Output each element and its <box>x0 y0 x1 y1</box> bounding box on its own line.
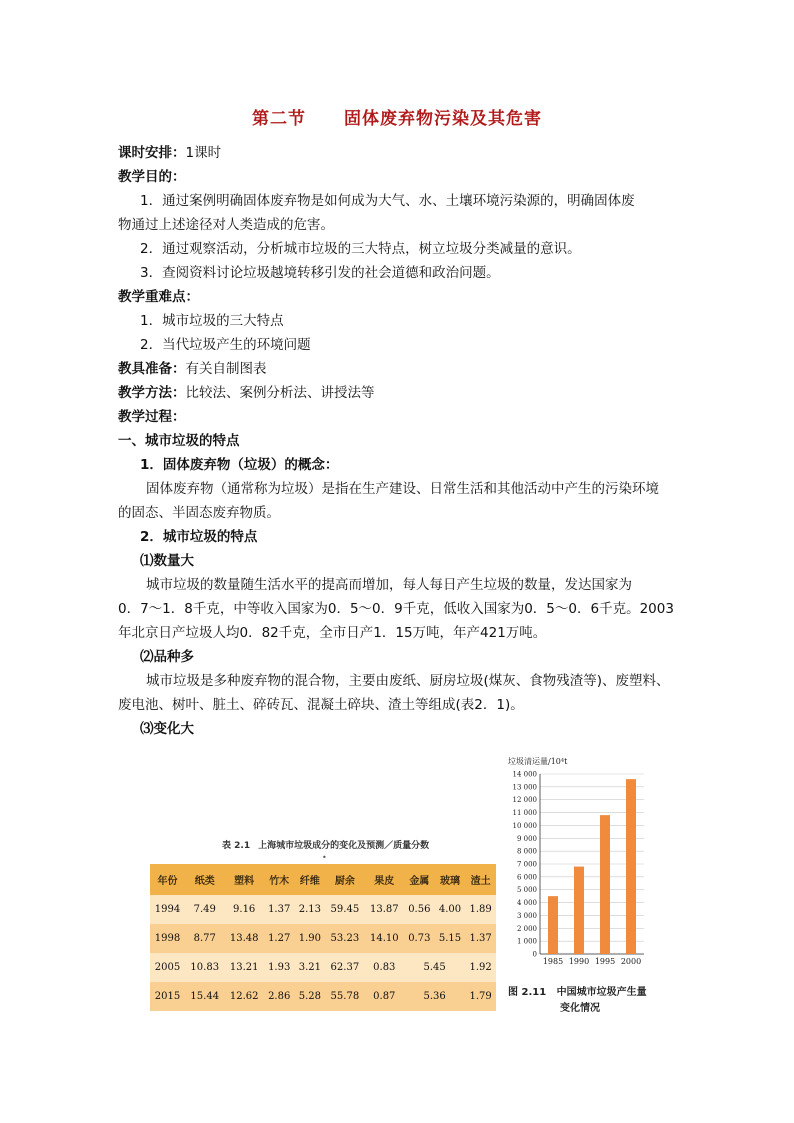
tools-line <box>118 358 267 380</box>
part1-heading: 一、城市垃圾的特点 <box>118 433 240 449</box>
methods-value: 比较法、案例分析法、讲授法等 <box>185 385 375 401</box>
y-tick-label: 2 000 <box>516 924 537 933</box>
table-cell: 0.56 <box>404 895 435 924</box>
col-header: 纤维 <box>295 864 326 895</box>
bar-1995 <box>600 815 610 954</box>
y-tick-label: 12 000 <box>512 796 537 805</box>
table-cell: 7.49 <box>185 895 224 924</box>
y-tick-label: 3 000 <box>516 911 537 920</box>
feature1-heading: ⑴数量大 <box>140 553 194 569</box>
y-tick-label: 7 000 <box>516 860 537 869</box>
col-header: 纸类 <box>185 864 224 895</box>
table-cell: 0.73 <box>404 924 435 953</box>
table-cell: 55.78 <box>325 982 364 1011</box>
y-tick-label: 0 <box>532 950 537 959</box>
table-cell: 10.83 <box>185 953 224 982</box>
section-title: 固体废弃物污染及其危害 <box>344 109 542 129</box>
table-cell: 12.62 <box>224 982 263 1011</box>
table-cell: 8.77 <box>185 924 224 953</box>
objectives-label: 教学目的： <box>118 169 186 185</box>
objective-1b: 物通过上述途径对人类造成的危害。 <box>118 217 334 233</box>
figure-caption <box>508 985 647 1017</box>
bar-1990 <box>574 867 584 954</box>
table-cell: 1994 <box>150 895 185 924</box>
x-tick-label: 2000 <box>620 957 642 966</box>
table-cell: 3.21 <box>295 953 326 982</box>
table-row <box>150 924 496 953</box>
table-cell: 1.27 <box>264 924 295 953</box>
col-header: 塑料 <box>224 864 263 895</box>
table-cell: 2.86 <box>264 982 295 1011</box>
feature1-line-1: 城市垃圾的数量随生活水平的提高而增加，每人每日产生垃圾的数量，发达国家为 <box>146 577 632 593</box>
bar-1985 <box>548 896 558 954</box>
y-tick-label: 9 000 <box>516 834 537 843</box>
col-header: 果皮 <box>365 864 404 895</box>
y-tick-label: 8 000 <box>516 847 537 856</box>
feature2-line-1: 城市垃圾是多种废弃物的混合物，主要由废纸、厨房垃圾(煤灰、食物残渣等)、废塑料、 <box>146 673 670 689</box>
tools-value: 有关自制图表 <box>185 361 267 377</box>
tools-label: 教具准备： <box>118 361 186 377</box>
x-tick-label: 1995 <box>594 957 616 966</box>
features-heading: 2．城市垃圾的特点 <box>140 529 258 545</box>
table-cell: 1998 <box>150 924 185 953</box>
table-header-row <box>150 864 496 895</box>
table-cell: 1.90 <box>295 924 326 953</box>
y-tick-label: 11 000 <box>512 809 537 818</box>
table-cell: 13.48 <box>224 924 263 953</box>
y-axis-label: 垃圾清运量/10⁴t <box>508 757 568 766</box>
y-tick-label: 14 000 <box>512 770 537 779</box>
table-cell: 0.83 <box>365 953 404 982</box>
methods-label: 教学方法： <box>118 385 186 401</box>
table-cell: 5.28 <box>295 982 326 1011</box>
table-cell: 14.10 <box>365 924 404 953</box>
x-tick-label: 1985 <box>542 957 564 966</box>
table-row <box>150 895 496 924</box>
table-cell: 1.37 <box>264 895 295 924</box>
table-cell: 13.21 <box>224 953 263 982</box>
objective-2: 2．通过观察活动，分析城市垃圾的三大特点，树立垃圾分类减量的意识。 <box>140 241 581 257</box>
table-cell: 0.87 <box>365 982 404 1011</box>
figure-caption-2: 变化情况 <box>560 1003 600 1014</box>
col-header: 渣土 <box>465 864 496 895</box>
composition-table-block <box>150 838 500 1011</box>
objective-3: 3．查阅资料讨论垃圾越境转移引发的社会道德和政治问题。 <box>140 265 500 281</box>
figure-caption-1: 中国城市垃圾产生量 <box>556 987 647 998</box>
table-cell: 1.79 <box>465 982 496 1011</box>
table-caption-text: 上海城市垃圾成分的变化及预测／质量分数 <box>258 841 430 851</box>
keypoint-1: 1．城市垃圾的三大特点 <box>140 313 284 329</box>
col-header: 金属 <box>404 864 435 895</box>
table-cell: 1.37 <box>465 924 496 953</box>
concept-heading: 1．固体废弃物（垃圾）的概念： <box>140 457 339 473</box>
table-cell: 1.93 <box>264 953 295 982</box>
bar-2000 <box>626 779 636 954</box>
objective-1a: 1．通过案例明确固体废弃物是如何成为大气、水、土壤环境污染源的，明确固体废 <box>140 193 635 209</box>
feature1-line-3: 年北京日产垃圾人均0．82千克，全市日产1．15万吨，年产421万吨。 <box>118 625 547 641</box>
table-cell: 4.00 <box>435 895 466 924</box>
concept-text-2: 的固态、半固态废弃物质。 <box>118 505 280 521</box>
feature1-line-2: 0．7～1．8千克，中等收入国家为0．5～0．9千克，低收入国家为0．5～0．6千克。2003 <box>118 601 674 617</box>
garbage-volume-chart <box>506 752 656 977</box>
col-header: 年份 <box>150 864 185 895</box>
composition-table <box>150 864 496 1011</box>
concept-text-1: 固体废弃物（通常称为垃圾）是指在生产建设、日常生活和其他活动中产生的污染环境 <box>146 481 659 497</box>
schedule-label: 课时安排： <box>118 145 186 161</box>
table-cell: 9.16 <box>224 895 263 924</box>
table-cell-merged: 5.36 <box>404 982 465 1011</box>
table-cell: 1.92 <box>465 953 496 982</box>
y-tick-label: 10 000 <box>512 821 537 830</box>
section-number: 第二节 <box>252 109 306 129</box>
feature3-heading: ⑶变化大 <box>140 721 194 737</box>
x-tick-label: 1990 <box>568 957 590 966</box>
col-header: 竹木 <box>264 864 295 895</box>
table-cell: 1.89 <box>465 895 496 924</box>
keypoint-2: 2．当代垃圾产生的环境问题 <box>140 337 311 353</box>
table-cell: 13.87 <box>365 895 404 924</box>
table-row <box>150 982 496 1011</box>
y-tick-label: 1 000 <box>516 937 537 946</box>
table-cell: 15.44 <box>185 982 224 1011</box>
table-dot: • <box>322 853 327 862</box>
table-cell: 2015 <box>150 982 185 1011</box>
table-caption <box>222 838 500 854</box>
y-tick-label: 4 000 <box>516 899 537 908</box>
feature2-line-2: 废电池、树叶、脏土、碎砖瓦、混凝土碎块、渣土等组成(表2．1)。 <box>118 697 524 713</box>
page-title <box>0 104 794 129</box>
figure-number: 图 2.11 <box>508 987 547 998</box>
feature2-heading: ⑵品种多 <box>140 649 194 665</box>
table-cell: 59.45 <box>325 895 364 924</box>
schedule-line <box>118 142 221 164</box>
table-cell: 2.13 <box>295 895 326 924</box>
y-tick-label: 6 000 <box>516 873 537 882</box>
table-cell: 62.37 <box>325 953 364 982</box>
table-cell-merged: 5.45 <box>404 953 465 982</box>
y-tick-label: 13 000 <box>512 783 537 792</box>
table-cell: 2005 <box>150 953 185 982</box>
methods-line <box>118 382 375 404</box>
y-tick-label: 5 000 <box>516 886 537 895</box>
col-header: 玻璃 <box>435 864 466 895</box>
col-header: 厨余 <box>325 864 364 895</box>
table-cell: 53.23 <box>325 924 364 953</box>
schedule-value: 1课时 <box>185 145 222 161</box>
keypoints-label: 教学重难点： <box>118 289 199 305</box>
table-cell: 5.15 <box>435 924 466 953</box>
table-caption-number: 表 2.1 <box>222 841 251 851</box>
table-row <box>150 953 496 982</box>
process-label: 教学过程： <box>118 409 186 425</box>
